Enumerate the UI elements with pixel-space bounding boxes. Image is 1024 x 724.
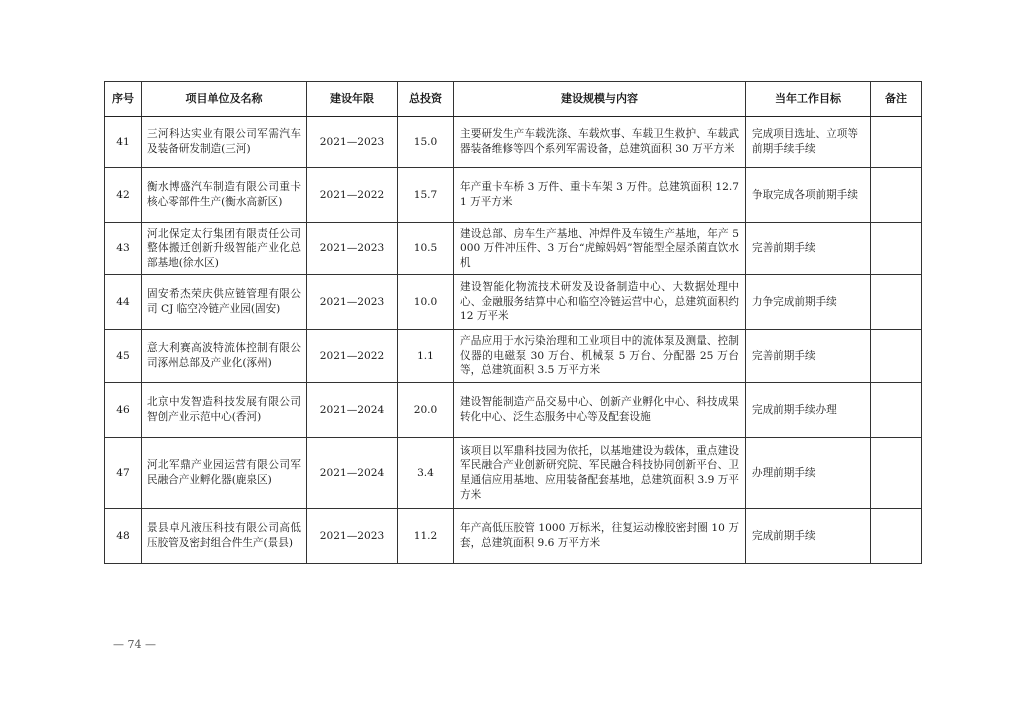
header-unit: 项目单位及名称 [142, 82, 307, 117]
cell-unit: 河北军鼎产业园运营有限公司军民融合产业孵化器(鹿泉区) [142, 438, 307, 509]
cell-scope: 建设智能化物流技术研发及设备制造中心、大数据处理中心、金融服务结算中心和临空冷链运营中心，总建筑面积约 12 万平米 [454, 275, 746, 330]
cell-target: 办理前期手续 [746, 438, 871, 509]
header-target: 当年工作目标 [746, 82, 871, 117]
cell-remarks [871, 438, 922, 509]
cell-investment: 15.0 [398, 117, 454, 168]
header-scope: 建设规模与内容 [454, 82, 746, 117]
cell-investment: 20.0 [398, 383, 454, 438]
cell-investment: 3.4 [398, 438, 454, 509]
cell-target: 完成项目选址、立项等前期手续手续 [746, 117, 871, 168]
cell-remarks [871, 223, 922, 275]
project-table [104, 81, 922, 564]
cell-years: 2021—2022 [307, 330, 398, 383]
cell-years: 2021—2023 [307, 275, 398, 330]
cell-investment: 10.0 [398, 275, 454, 330]
cell-remarks [871, 117, 922, 168]
cell-years: 2021—2023 [307, 223, 398, 275]
cell-no: 41 [105, 117, 142, 168]
header-years: 建设年限 [307, 82, 398, 117]
header-remarks: 备注 [871, 82, 922, 117]
cell-investment: 10.5 [398, 223, 454, 275]
cell-scope: 产品应用于水污染治理和工业项目中的流体泵及测量、控制仪器的电磁泵 30 万台、机械泵 5 万台、分配器 25 万台等，总建筑面积 3.5 万平方米 [454, 330, 746, 383]
cell-no: 48 [105, 509, 142, 564]
table-header-row [105, 82, 922, 117]
cell-unit: 北京中发智造科技发展有限公司智创产业示范中心(香河) [142, 383, 307, 438]
cell-target: 完成前期手续办理 [746, 383, 871, 438]
cell-target: 力争完成前期手续 [746, 275, 871, 330]
header-investment: 总投资 [398, 82, 454, 117]
table-row [105, 275, 922, 330]
cell-unit: 意大利赛高波特流体控制有限公司涿州总部及产业化(涿州) [142, 330, 307, 383]
header-no: 序号 [105, 82, 142, 117]
cell-no: 47 [105, 438, 142, 509]
cell-scope: 该项目以军鼎科技园为依托，以基地建设为载体，重点建设军民融合产业创新研究院、军民融合科技协同创新平台、卫星通信应用基地、应用装备配套基地，总建筑面积 3.9 万平方米 [454, 438, 746, 509]
cell-no: 43 [105, 223, 142, 275]
cell-years: 2021—2024 [307, 438, 398, 509]
table-row [105, 330, 922, 383]
cell-target: 完善前期手续 [746, 330, 871, 383]
page-number: — 74 — [113, 638, 156, 651]
cell-scope: 主要研发生产车载洗涤、车载炊事、车载卫生救护、车载武器装备维修等四个系列军需设备，总建筑面积 30 万平方米 [454, 117, 746, 168]
table-row [105, 438, 922, 509]
table-row [105, 117, 922, 168]
cell-unit: 衡水博盛汽车制造有限公司重卡核心零部件生产(衡水高新区) [142, 168, 307, 223]
cell-scope: 年产重卡车桥 3 万件、重卡车架 3 万件。总建筑面积 12.71 万平方米 [454, 168, 746, 223]
table-row [105, 383, 922, 438]
cell-remarks [871, 509, 922, 564]
cell-remarks [871, 275, 922, 330]
cell-no: 45 [105, 330, 142, 383]
cell-unit: 固安希杰荣庆供应链管理有限公司 CJ 临空冷链产业园(固安) [142, 275, 307, 330]
cell-no: 46 [105, 383, 142, 438]
table-row [105, 168, 922, 223]
cell-investment: 1.1 [398, 330, 454, 383]
cell-scope: 建设总部、房车生产基地、冲焊件及车镜生产基地，年产 5000 万件冲压件、3 万台“虎鲸妈妈”智能型全屋杀菌直饮水机 [454, 223, 746, 275]
cell-investment: 15.7 [398, 168, 454, 223]
cell-remarks [871, 330, 922, 383]
cell-no: 42 [105, 168, 142, 223]
cell-remarks [871, 383, 922, 438]
cell-investment: 11.2 [398, 509, 454, 564]
cell-years: 2021—2023 [307, 509, 398, 564]
cell-target: 争取完成各项前期手续 [746, 168, 871, 223]
cell-years: 2021—2024 [307, 383, 398, 438]
cell-scope: 建设智能制造产品交易中心、创新产业孵化中心、科技成果转化中心、泛生态服务中心等及配套设施 [454, 383, 746, 438]
table-row [105, 509, 922, 564]
cell-target: 完成前期手续 [746, 509, 871, 564]
cell-scope: 年产高低压胶管 1000 万标米，往复运动橡胶密封圈 10 万套，总建筑面积 9.6 万平方米 [454, 509, 746, 564]
table-row [105, 223, 922, 275]
cell-years: 2021—2023 [307, 117, 398, 168]
cell-years: 2021—2022 [307, 168, 398, 223]
cell-no: 44 [105, 275, 142, 330]
cell-target: 完善前期手续 [746, 223, 871, 275]
cell-unit: 河北保定太行集团有限责任公司整体搬迁创新升级智能产业化总部基地(徐水区) [142, 223, 307, 275]
cell-unit: 三河科达实业有限公司军需汽车及装备研发制造(三河) [142, 117, 307, 168]
cell-remarks [871, 168, 922, 223]
cell-unit: 景县卓凡液压科技有限公司高低压胶管及密封组合件生产(景县) [142, 509, 307, 564]
